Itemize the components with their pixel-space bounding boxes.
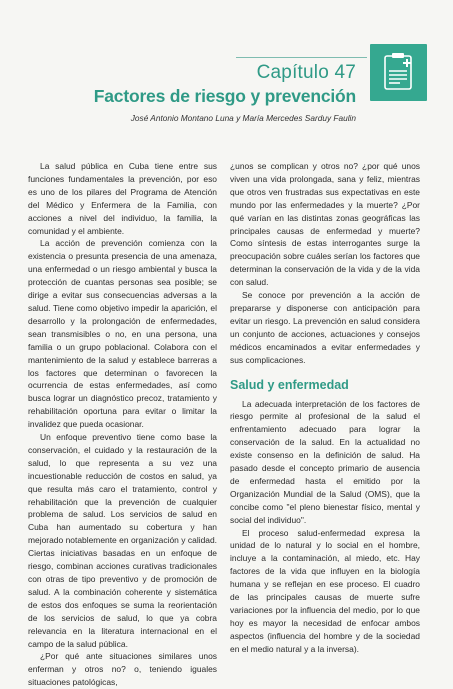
body-paragraph: La acción de prevención comienza con la existencia o presunta presencia de una amenaza, una enfermedad o un riesgo ambiental y busca la protección de cuantas personas sea posible; se dirige a evitar sus consecuencias adversas a la salud. Tiene como objetivo impedir la aparición, el desarrollo y la prolongación de enfermedades, sean transmisibles o no, en una persona, una familia o un grupo poblacional. Colabora con el mantenimiento de la salud y establece barreras a los factores que determinan o favorecen la ocurrencia de estas enfermedades, así como busca lograr un diagnóstico precoz, tratamiento y rehabilitación oportuna para evitar o limitar la invalidez que pueda ocasionar.	[28, 238, 217, 430]
body-paragraph: La salud pública en Cuba tiene entre sus funciones fundamentales la prevención, por eso es uno de los pilares del Programa de Atención del Médico y Enfermera de la Familia, con acciones a nivel del individuo, la familia, la comunidad y el ambiente.	[28, 161, 217, 236]
left-column	[28, 160, 217, 689]
medical-clipboard-icon	[370, 44, 427, 101]
chapter-title: Factores de riesgo y prevención	[93, 86, 356, 106]
body-paragraph: Se conoce por prevención a la acción de prepararse y disponerse con anticipación para evitar un riesgo. La prevención en salud considera un conjunto de acciones, actuaciones y consejos médicos encaminados a evitar enfermedades y sus complicaciones.	[230, 290, 420, 365]
body-paragraph: ¿Por qué ante situaciones similares unos enferman y otros no? o, teniendo iguales situaciones patológicas,	[28, 651, 217, 688]
chapter-icon-box	[370, 44, 427, 101]
body-paragraph: La adecuada interpretación de los factores de riesgo permite al profesional de la salud el enfrentamiento adecuado para lograr la conservación de la salud. En la actualidad no existe consenso en la definición de salud. Ha pasado desde el concepto primario de ausencia de enfermedad hasta el emitido por la Organización Mundial de la Salud (OMS), que la concibe como "el pleno bienestar físico, mental y social del individuo".	[230, 398, 420, 525]
header-rule	[236, 57, 367, 58]
body-paragraph: Un enfoque preventivo tiene como base la conservación, el cuidado y la restauración de la salud, lo que representa a su vez una incuestionable reducción de costos en salud, ya que resulta más caro el tratamiento, control y rehabilitación que la prevención de cualquier problema de salud. Los servicios de salud en Cuba han aumentado su cobertura y han mejorado notablemente en organización y calidad. Ciertas iniciativas basadas en un enfoque de riesgo, combinan acciones curativas tradicionales con otras de tipo preventivo y de promoción de salud. A la combinación coherente y sistemática de estos dos enfoques se suma la reorientación de los servicios de salud, lo que ya cobra relevancia en la literatura internacional en el campo de la salud pública.	[28, 432, 217, 649]
chapter-label: Capítulo 47	[256, 62, 356, 83]
chapter-authors: José Antonio Montano Luna y María Mercedes Sarduy Faulin	[130, 113, 356, 123]
body-paragraph: ¿unos se complican y otros no? ¿por qué unos viven una vida prolongada, sana y feliz, mientras que otros ven frustradas sus expectativas en este mundo por las enfermedades y la muerte? ¿Por qué varían en las distintas zonas geográficas las principales causas de enfermedad y muerte? Como síntesis de estas interrogantes surge la preocupación sobre cuáles serían los factores que determinan la conservación de la vida y de la vida con salud.	[230, 161, 420, 288]
section-heading: Salud y enfermedad	[230, 377, 349, 392]
right-column	[230, 160, 420, 656]
body-paragraph: El proceso salud-enfermedad expresa la unidad de lo natural y lo social en el hombre, incluye a la contaminación, al miedo, etc. Hay factores de la vida que influyen en la biología humana y se reflejan en ese proceso. El cuadro de las principales causas de muerte sufre variaciones por la influencia del medio, por lo que hoy es mayor la necesidad de enfocar ambos aspectos (influencia del hombre y de la sociedad en el medio natural y a la inversa).	[230, 527, 420, 654]
